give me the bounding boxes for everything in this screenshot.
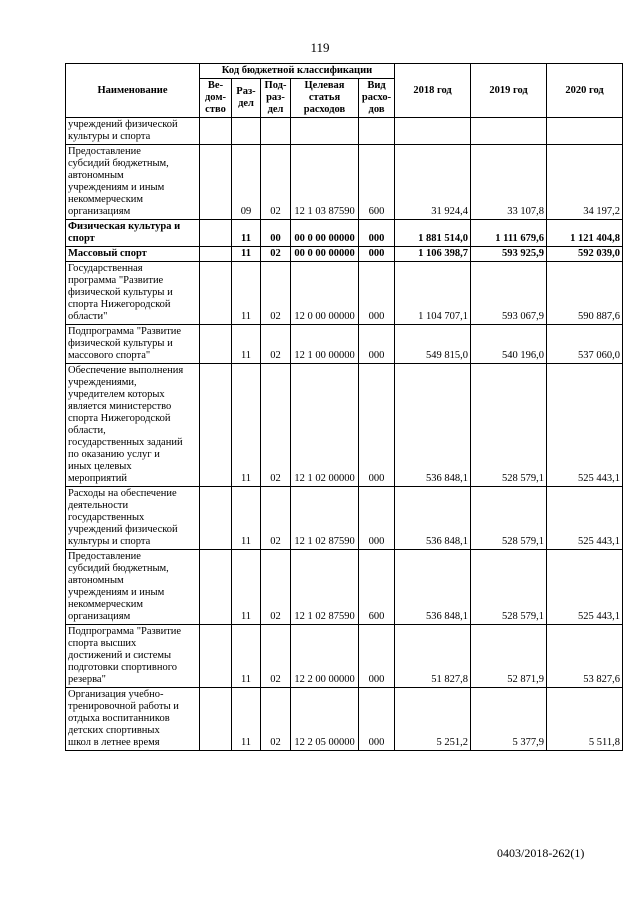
cell-razdel: 11 xyxy=(232,364,261,487)
cell-value-2018: 31 924,4 xyxy=(395,145,471,220)
cell-value-2020: 525 443,1 xyxy=(547,364,623,487)
cell-value-2018: 536 848,1 xyxy=(395,487,471,550)
cell-value-2020: 592 039,0 xyxy=(547,247,623,262)
cell-razdel: 11 xyxy=(232,325,261,364)
cell-podrazdel: 02 xyxy=(261,145,291,220)
cell-value-2018: 536 848,1 xyxy=(395,550,471,625)
cell-vedomstvo xyxy=(200,364,232,487)
cell-podrazdel: 02 xyxy=(261,487,291,550)
cell-expense-type: 000 xyxy=(359,487,395,550)
cell-podrazdel: 00 xyxy=(261,220,291,247)
header-expense-type: Вид расхо- дов xyxy=(359,79,395,118)
cell-value-2019: 593 925,9 xyxy=(471,247,547,262)
cell-value-2020 xyxy=(547,118,623,145)
cell-value-2019: 5 377,9 xyxy=(471,688,547,751)
cell-target-article: 12 1 00 00000 xyxy=(291,325,359,364)
cell-razdel: 09 xyxy=(232,145,261,220)
cell-value-2020: 5 511,8 xyxy=(547,688,623,751)
cell-target-article: 12 1 02 00000 xyxy=(291,364,359,487)
table-row xyxy=(66,625,623,688)
cell-vedomstvo xyxy=(200,118,232,145)
cell-razdel: 11 xyxy=(232,220,261,247)
cell-value-2019: 593 067,9 xyxy=(471,262,547,325)
cell-podrazdel: 02 xyxy=(261,550,291,625)
cell-razdel: 11 xyxy=(232,688,261,751)
cell-value-2020: 525 443,1 xyxy=(547,487,623,550)
cell-expense-type xyxy=(359,118,395,145)
cell-name: Подпрограмма "Развитие физической культуры и массового спорта" xyxy=(66,325,200,364)
header-classification-group: Код бюджетной классификации xyxy=(200,64,395,79)
cell-name: Организация учебно- тренировочной работы и отдыха воспитанников детских спортивных школ в летнее время xyxy=(66,688,200,751)
cell-value-2018: 1 106 398,7 xyxy=(395,247,471,262)
cell-razdel: 11 xyxy=(232,487,261,550)
cell-vedomstvo xyxy=(200,325,232,364)
cell-value-2019: 528 579,1 xyxy=(471,487,547,550)
cell-target-article: 12 0 00 00000 xyxy=(291,262,359,325)
table-row xyxy=(66,262,623,325)
cell-target-article: 00 0 00 00000 xyxy=(291,220,359,247)
cell-name: учреждений физической культуры и спорта xyxy=(66,118,200,145)
header-year-2018: 2018 год xyxy=(395,64,471,118)
budget-table xyxy=(65,63,623,751)
cell-expense-type: 000 xyxy=(359,364,395,487)
cell-name: Обеспечение выполнения учреждениями, учредителем которых является министерство спорта Нижегородской области, государственных заданий по оказанию услуг и иных целевых мероприятий xyxy=(66,364,200,487)
header-podrazdel: Под- раз- дел xyxy=(261,79,291,118)
cell-value-2020: 537 060,0 xyxy=(547,325,623,364)
cell-razdel: 11 xyxy=(232,247,261,262)
cell-expense-type: 600 xyxy=(359,145,395,220)
cell-podrazdel: 02 xyxy=(261,688,291,751)
cell-expense-type: 000 xyxy=(359,688,395,751)
cell-value-2018: 536 848,1 xyxy=(395,364,471,487)
header-year-2020: 2020 год xyxy=(547,64,623,118)
cell-value-2020: 590 887,6 xyxy=(547,262,623,325)
table-row xyxy=(66,325,623,364)
cell-vedomstvo xyxy=(200,262,232,325)
cell-expense-type: 000 xyxy=(359,220,395,247)
cell-podrazdel: 02 xyxy=(261,325,291,364)
cell-name: Предоставление субсидий бюджетным, автономным учреждениям и иным некоммерческим организациям xyxy=(66,145,200,220)
cell-name: Подпрограмма "Развитие спорта высших достижений и системы подготовки спортивного резерва" xyxy=(66,625,200,688)
cell-value-2018: 1 104 707,1 xyxy=(395,262,471,325)
header-name: Наименование xyxy=(66,64,200,118)
cell-expense-type: 000 xyxy=(359,247,395,262)
cell-razdel: 11 xyxy=(232,262,261,325)
cell-value-2019: 540 196,0 xyxy=(471,325,547,364)
cell-expense-type: 000 xyxy=(359,262,395,325)
cell-vedomstvo xyxy=(200,688,232,751)
table-row xyxy=(66,247,623,262)
cell-value-2019: 528 579,1 xyxy=(471,550,547,625)
cell-value-2018: 549 815,0 xyxy=(395,325,471,364)
table-row xyxy=(66,145,623,220)
table-header xyxy=(66,64,623,118)
cell-vedomstvo xyxy=(200,145,232,220)
cell-target-article: 12 1 03 87590 xyxy=(291,145,359,220)
table-row xyxy=(66,118,623,145)
cell-vedomstvo xyxy=(200,220,232,247)
cell-target-article: 00 0 00 00000 xyxy=(291,247,359,262)
header-vedomstvo: Ве- дом- ство xyxy=(200,79,232,118)
cell-target-article: 12 2 00 00000 xyxy=(291,625,359,688)
cell-razdel: 11 xyxy=(232,550,261,625)
cell-razdel: 11 xyxy=(232,625,261,688)
cell-target-article xyxy=(291,118,359,145)
cell-expense-type: 000 xyxy=(359,325,395,364)
page-number: 119 xyxy=(310,40,330,55)
cell-value-2019: 1 111 679,6 xyxy=(471,220,547,247)
cell-name: Государственная программа "Развитие физической культуры и спорта Нижегородской области" xyxy=(66,262,200,325)
table-row xyxy=(66,364,623,487)
cell-name: Расходы на обеспечение деятельности государственных учреждений физической культуры и спорта xyxy=(66,487,200,550)
cell-vedomstvo xyxy=(200,487,232,550)
footer-document-code: 0403/2018-262(1) xyxy=(497,846,585,860)
cell-podrazdel xyxy=(261,118,291,145)
cell-expense-type: 000 xyxy=(359,625,395,688)
table-row xyxy=(66,220,623,247)
cell-value-2019 xyxy=(471,118,547,145)
header-razdel: Раз- дел xyxy=(232,79,261,118)
cell-target-article: 12 2 05 00000 xyxy=(291,688,359,751)
cell-value-2020: 34 197,2 xyxy=(547,145,623,220)
table-body xyxy=(66,118,623,751)
cell-podrazdel: 02 xyxy=(261,247,291,262)
cell-target-article: 12 1 02 87590 xyxy=(291,550,359,625)
cell-vedomstvo xyxy=(200,550,232,625)
cell-vedomstvo xyxy=(200,625,232,688)
table-row xyxy=(66,688,623,751)
cell-target-article: 12 1 02 87590 xyxy=(291,487,359,550)
header-year-2019: 2019 год xyxy=(471,64,547,118)
cell-razdel xyxy=(232,118,261,145)
header-target-article: Целевая статья расходов xyxy=(291,79,359,118)
cell-podrazdel: 02 xyxy=(261,262,291,325)
cell-value-2020: 525 443,1 xyxy=(547,550,623,625)
cell-value-2019: 528 579,1 xyxy=(471,364,547,487)
cell-value-2019: 33 107,8 xyxy=(471,145,547,220)
cell-value-2020: 53 827,6 xyxy=(547,625,623,688)
cell-value-2018: 5 251,2 xyxy=(395,688,471,751)
cell-name: Массовый спорт xyxy=(66,247,200,262)
cell-value-2018 xyxy=(395,118,471,145)
cell-name: Физическая культура и спорт xyxy=(66,220,200,247)
cell-name: Предоставление субсидий бюджетным, автономным учреждениям и иным некоммерческим организациям xyxy=(66,550,200,625)
cell-value-2020: 1 121 404,8 xyxy=(547,220,623,247)
cell-podrazdel: 02 xyxy=(261,364,291,487)
cell-value-2019: 52 871,9 xyxy=(471,625,547,688)
cell-vedomstvo xyxy=(200,247,232,262)
cell-value-2018: 1 881 514,0 xyxy=(395,220,471,247)
table-row xyxy=(66,550,623,625)
cell-podrazdel: 02 xyxy=(261,625,291,688)
cell-value-2018: 51 827,8 xyxy=(395,625,471,688)
table-row xyxy=(66,487,623,550)
cell-expense-type: 600 xyxy=(359,550,395,625)
